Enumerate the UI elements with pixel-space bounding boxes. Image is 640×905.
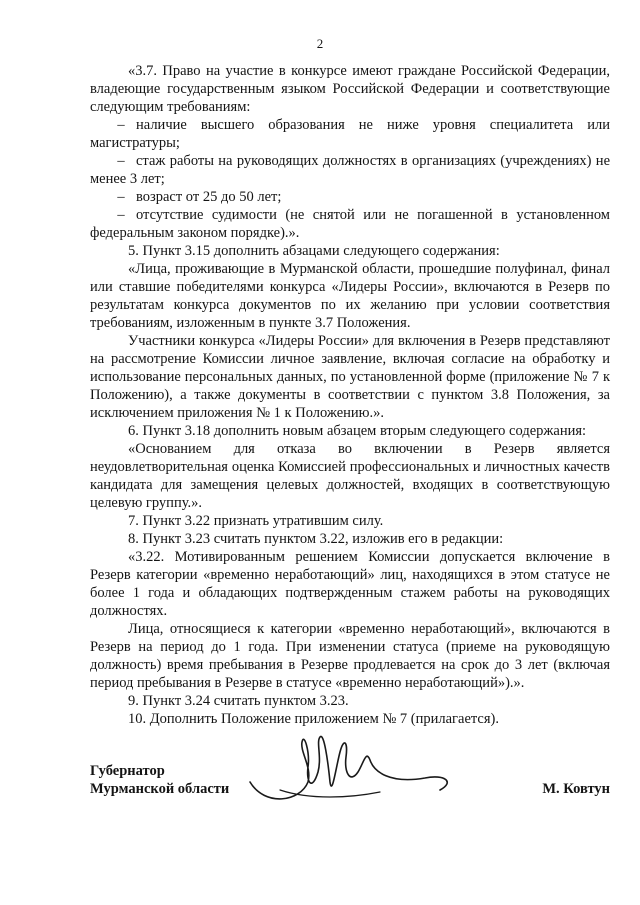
bullet-dash: – — [117, 117, 125, 133]
signatory-position — [90, 762, 229, 798]
document-body — [90, 62, 610, 728]
bullet-item — [90, 152, 610, 188]
bullet-text: возраст от 25 до 50 лет; — [136, 189, 282, 205]
paragraph: 7. Пункт 3.22 признать утратившим силу. — [128, 513, 384, 529]
signature-block — [90, 762, 610, 822]
bullet-dash: – — [117, 189, 125, 205]
position-line-1: Губернатор — [90, 763, 165, 779]
bullet-text: отсутствие судимости (не снятой или не погашенной в установленном федеральным законом порядке).». — [90, 207, 610, 241]
bullet-text: наличие высшего образования не ниже уровня специалитета или магистратуры; — [90, 117, 610, 151]
paragraph: Участники конкурса «Лидеры России» для включения в Резерв представляют на рассмотрение Комиссии личное заявление, включая согласие на обработку и использование персональных данных, по установленной форме (приложение № 7 к Положению), а также документы в соответствии с пунктом 3.8 Положения, за исключением приложения № 1 к Положению.». — [90, 333, 610, 421]
paragraph: Лица, относящиеся к категории «временно неработающий», включаются в Резерв на период до 1 года. При изменении статуса (приеме на руководящую должность) время пребывания в Резерве продлевается на срок до 3 лет (включая период пребывания в Резерве в статусе «временно неработающий»).». — [90, 621, 610, 691]
page-number: 2 — [316, 36, 324, 51]
bullet-text: стаж работы на руководящих должностях в организациях (учреждениях) не менее 3 лет; — [90, 153, 610, 187]
paragraph: 9. Пункт 3.24 считать пунктом 3.23. — [128, 693, 349, 709]
bullet-dash: – — [117, 207, 125, 223]
paragraph: 10. Дополнить Положение приложением № 7 (прилагается). — [128, 711, 499, 727]
signatory-name: М. Ковтун — [542, 781, 610, 797]
paragraph: 8. Пункт 3.23 считать пунктом 3.22, изложив его в редакции: — [128, 531, 504, 547]
paragraph: 6. Пункт 3.18 дополнить новым абзацем вторым следующего содержания: — [128, 423, 587, 439]
paragraph: «3.7. Право на участие в конкурсе имеют граждане Российской Федерации, владеющие государственным языком Российской Федерации и соответствующие следующим требованиям: — [90, 63, 610, 115]
paragraph: «3.22. Мотивированным решением Комиссии допускается включение в Резерв категории «временно неработающий» лиц, находящихся в этом статусе не более 1 года и обладающих подтвержденным стажем работы на руководящих должностях. — [90, 549, 610, 619]
position-line-2: Мурманской области — [90, 781, 230, 797]
bullet-item — [90, 206, 610, 242]
bullet-dash: – — [117, 153, 125, 169]
paragraph: «Основанием для отказа во включении в Резерв является неудовлетворительная оценка Комиссией профессиональных и личностных качеств кандидата для замещения целевых должностей, входящих в соответствующую целевую группу.». — [90, 441, 610, 511]
paragraph: «Лица, проживающие в Мурманской области, прошедшие полуфинал, финал или ставшие победителями конкурса «Лидеры России», включаются в Резерв по результатам конкурса документов по их желанию при условии соответствия требованиям, изложенным в пункте 3.7 Положения. — [90, 261, 610, 331]
paragraph: 5. Пункт 3.15 дополнить абзацами следующего содержания: — [128, 243, 500, 259]
bullet-item — [90, 188, 610, 206]
bullet-item — [90, 116, 610, 152]
